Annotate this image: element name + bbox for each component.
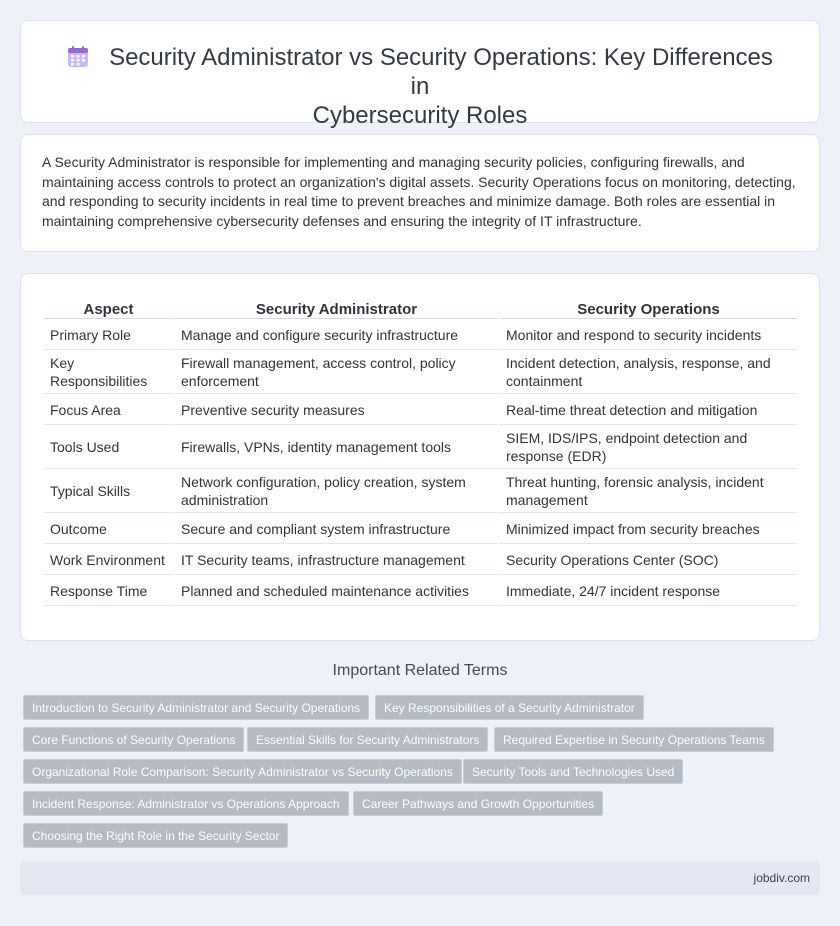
- cell-ops: Minimized impact from security breaches: [500, 513, 797, 544]
- related-term-link[interactable]: Required Expertise in Security Operations Teams: [494, 727, 774, 752]
- cell-admin: Preventive security measures: [175, 394, 498, 425]
- calendar-grid-icon: [67, 46, 89, 68]
- cell-ops: Real-time threat detection and mitigation: [500, 394, 797, 425]
- cell-aspect: Key Responsibilities: [44, 350, 173, 394]
- header-security-administrator: Security Administrator: [175, 297, 498, 319]
- cell-admin: Secure and compliant system infrastructure: [175, 513, 498, 544]
- cell-admin: Firewalls, VPNs, identity management tools: [175, 425, 498, 469]
- header-aspect: Aspect: [44, 297, 173, 319]
- header-security-operations: Security Operations: [500, 297, 797, 319]
- table-row: [44, 425, 797, 469]
- table-header-row: [44, 297, 797, 319]
- footer: [20, 862, 820, 895]
- related-term-link[interactable]: Incident Response: Administrator vs Operations Approach: [23, 791, 349, 816]
- related-term-link[interactable]: Introduction to Security Administrator and Security Operations: [23, 695, 369, 720]
- cell-ops: Threat hunting, forensic analysis, incident management: [500, 469, 797, 513]
- footer-site-link[interactable]: jobdiv.com: [753, 871, 810, 885]
- table-row: [44, 575, 797, 606]
- intro-card: [20, 134, 820, 252]
- cell-ops: Security Operations Center (SOC): [500, 544, 797, 575]
- cell-admin: Planned and scheduled maintenance activities: [175, 575, 498, 606]
- cell-admin: Firewall management, access control, policy enforcement: [175, 350, 498, 394]
- related-term-link[interactable]: Core Functions of Security Operations: [23, 727, 244, 752]
- cell-ops: Monitor and respond to security incidents: [500, 319, 797, 350]
- related-term-link[interactable]: Security Tools and Technologies Used: [463, 759, 683, 784]
- cell-aspect: Outcome: [44, 513, 173, 544]
- title-card: [20, 20, 820, 129]
- table-row: [44, 469, 797, 513]
- page-title: [21, 43, 819, 130]
- related-term-link[interactable]: Career Pathways and Growth Opportunities: [353, 791, 603, 816]
- related-term-link[interactable]: Key Responsibilities of a Security Administrator: [375, 695, 644, 720]
- title-line-2: Cybersecurity Roles: [312, 102, 528, 129]
- comparison-table: [42, 297, 799, 606]
- related-term-link[interactable]: Choosing the Right Role in the Security Sector: [23, 823, 288, 848]
- cell-ops: Incident detection, analysis, response, and containment: [500, 350, 797, 394]
- cell-admin: Network configuration, policy creation, system administration: [175, 469, 498, 513]
- cell-admin: Manage and configure security infrastructure: [175, 319, 498, 350]
- cell-aspect: Tools Used: [44, 425, 173, 469]
- cell-aspect: Typical Skills: [44, 469, 173, 513]
- cell-admin: IT Security teams, infrastructure management: [175, 544, 498, 575]
- related-term-link[interactable]: Essential Skills for Security Administrators: [247, 727, 488, 752]
- table-row: [44, 350, 797, 394]
- table-row: [44, 513, 797, 544]
- cell-aspect: Response Time: [44, 575, 173, 606]
- related-term-link[interactable]: Organizational Role Comparison: Security Administrator vs Security Operations: [23, 759, 462, 784]
- table-row: [44, 544, 797, 575]
- intro-text: A Security Administrator is responsible for implementing and managing security policies, configuring firewalls, and maintaining access controls to protect an organization's digital assets. Security Operations focus on monitoring, detecting, and responding to security incidents in real time to prevent breaches and minimize damage. Both roles are essential in maintaining comprehensive cybersecurity defenses and ensuring the integrity of IT infrastructure.: [42, 154, 796, 229]
- title-line-1: Security Administrator vs Security Operations: Key Differences in: [109, 44, 773, 100]
- related-terms-heading: Important Related Terms: [332, 662, 508, 679]
- cell-aspect: Primary Role: [44, 319, 173, 350]
- cell-aspect: Work Environment: [44, 544, 173, 575]
- table-row: [44, 394, 797, 425]
- comparison-card: [20, 273, 820, 641]
- cell-aspect: Focus Area: [44, 394, 173, 425]
- cell-ops: Immediate, 24/7 incident response: [500, 575, 797, 606]
- cell-ops: SIEM, IDS/IPS, endpoint detection and response (EDR): [500, 425, 797, 469]
- table-row: [44, 319, 797, 350]
